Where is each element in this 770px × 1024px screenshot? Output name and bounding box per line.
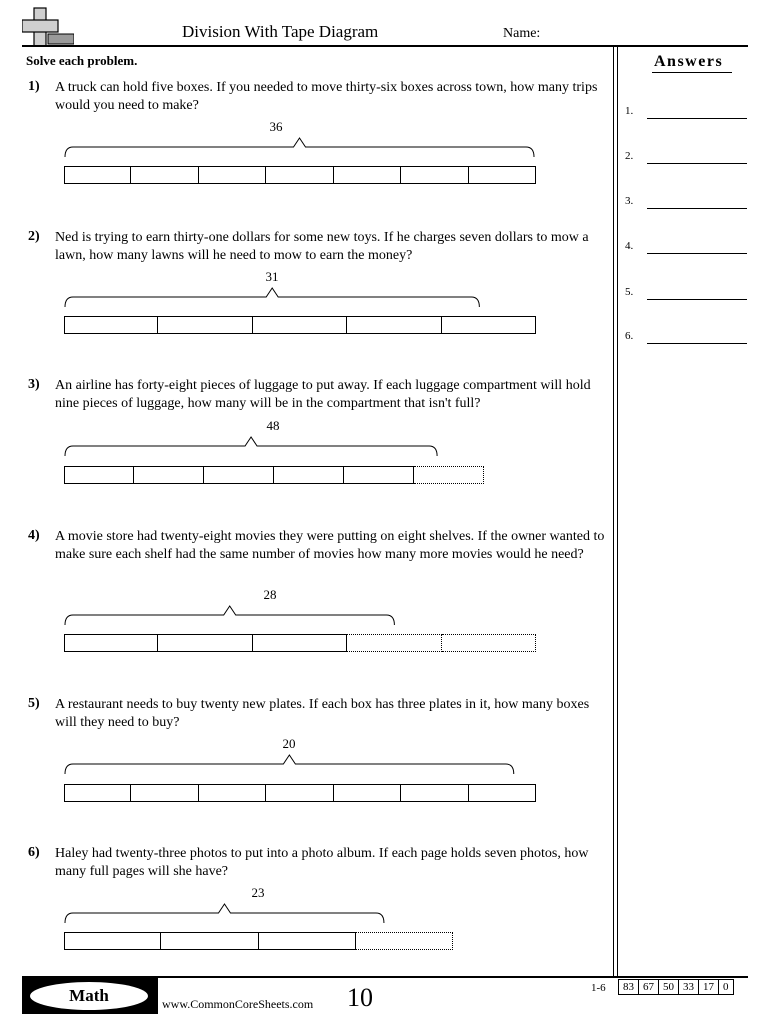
tape-segment	[158, 634, 252, 652]
brace-path	[65, 437, 437, 456]
tape-total-label: 31	[265, 269, 279, 284]
website-label: www.CommonCoreSheets.com	[162, 997, 314, 1011]
score-cell: 67	[639, 980, 659, 994]
score-table	[618, 979, 734, 995]
brace-path	[65, 138, 534, 157]
answers-title: Answers	[654, 53, 724, 70]
problem-number: 6)	[28, 845, 40, 860]
answer-number: 4.	[625, 240, 634, 252]
tape-segment	[344, 466, 414, 484]
tape-segment	[64, 166, 131, 184]
problem-text: Ned is trying to earn thirty-one dollars for some new toys. If he charges seven dollars to mow a lawn, how many lawns will he need to mow to earn the money?	[55, 230, 589, 263]
answer-number: 3.	[625, 195, 634, 207]
tape-segment	[64, 316, 158, 334]
brace-path	[65, 755, 514, 774]
score-range: 1-6	[591, 982, 606, 994]
problem-text: Haley had twenty-three photos to put into a photo album. If each page holds seven photos, how many full pages will she have?	[55, 846, 589, 879]
tape-brace	[64, 603, 536, 627]
score-cell: 17	[699, 980, 719, 994]
tape-segment	[253, 316, 347, 334]
tape-segment	[64, 932, 161, 950]
tape-brace	[64, 434, 536, 458]
answer-blank-6[interactable]	[647, 343, 747, 344]
tape-segment	[64, 466, 134, 484]
answer-number: 2.	[625, 150, 634, 162]
tape-segment	[204, 466, 274, 484]
tape-total-label: 23	[251, 885, 265, 900]
tape-segment	[259, 932, 356, 950]
tape-total-label: 48	[266, 418, 280, 433]
answers-title-underline	[652, 72, 732, 73]
tape-total-label: 28	[263, 587, 277, 602]
tape-segment	[266, 784, 333, 802]
tape-segment	[469, 166, 536, 184]
answer-column-divider	[613, 46, 614, 976]
tape-segment	[347, 316, 441, 334]
score-cell: 50	[659, 980, 679, 994]
problem-number: 3)	[28, 377, 40, 392]
instructions: Solve each problem.	[26, 53, 138, 68]
problem-number: 4)	[28, 528, 40, 543]
score-cell: 0	[723, 981, 729, 993]
problem-text: A restaurant needs to buy twenty new plates. If each box has three plates in it, how many boxes will they need to buy?	[55, 697, 590, 730]
tape-segment	[334, 784, 401, 802]
tape-segment	[64, 784, 131, 802]
answer-blank-4[interactable]	[647, 253, 747, 254]
plus-logo-icon	[22, 6, 74, 48]
tape-segment	[266, 166, 333, 184]
answer-number: 5.	[625, 286, 634, 298]
tape-segment	[199, 166, 266, 184]
brace-path	[65, 904, 384, 923]
tape-segment	[161, 932, 258, 950]
tape-diagram	[64, 784, 536, 802]
tape-segment	[274, 466, 344, 484]
tape-segment	[131, 166, 198, 184]
tape-segment	[334, 166, 401, 184]
tape-brace	[64, 135, 536, 159]
tape-segment	[442, 316, 536, 334]
tape-diagram	[64, 466, 484, 484]
tape-diagram	[64, 316, 536, 334]
problem-text: A movie store had twenty-eight movies they were putting on eight shelves. If the owner wanted to make sure each shelf had the same number of movies how many more movies would he need?	[55, 529, 605, 562]
header-rule	[22, 45, 748, 47]
answer-blank-2[interactable]	[647, 163, 747, 164]
problem-text: A truck can hold five boxes. If you needed to move thirty-six boxes across town, how many trips would you need to make?	[55, 80, 598, 113]
math-subject-label: Math	[30, 982, 148, 1010]
score-cell: 83	[619, 980, 639, 994]
tape-segment	[158, 316, 252, 334]
tape-partial-segment	[356, 932, 453, 950]
brace-path	[65, 288, 479, 307]
problem-number: 2)	[28, 229, 40, 244]
problem-number: 5)	[28, 696, 40, 711]
tape-partial-segment	[347, 634, 441, 652]
answer-blank-5[interactable]	[647, 299, 747, 300]
tape-diagram	[64, 932, 453, 950]
tape-total-label: 36	[269, 119, 283, 134]
tape-segment	[401, 784, 468, 802]
answer-number: 1.	[625, 105, 634, 117]
tape-brace	[64, 901, 536, 925]
page-title: Division With Tape Diagram	[182, 22, 379, 41]
tape-brace	[64, 752, 536, 776]
tape-segment	[131, 784, 198, 802]
answer-blank-3[interactable]	[647, 208, 747, 209]
name-label: Name:	[503, 26, 541, 41]
tape-diagram	[64, 634, 536, 652]
brace-path	[65, 606, 394, 625]
tape-partial-segment	[442, 634, 536, 652]
tape-partial-segment	[414, 466, 484, 484]
answer-blank-1[interactable]	[647, 118, 747, 119]
tape-diagram	[64, 166, 536, 184]
tape-segment	[64, 634, 158, 652]
tape-segment	[401, 166, 468, 184]
score-cell: 33	[679, 980, 699, 994]
tape-segment	[134, 466, 204, 484]
worksheet-number: 10	[347, 983, 373, 1012]
tape-segment	[469, 784, 536, 802]
tape-segment	[253, 634, 347, 652]
problem-number: 1)	[28, 79, 40, 94]
answer-column-divider-inner	[617, 46, 618, 976]
answer-number: 6.	[625, 330, 634, 342]
tape-segment	[199, 784, 266, 802]
problem-text: An airline has forty-eight pieces of luggage to put away. If each luggage compartment will hold nine pieces of luggage, how many will be in the compartment that isn't full?	[55, 378, 591, 411]
tape-brace	[64, 285, 536, 309]
tape-total-label: 20	[282, 736, 296, 751]
